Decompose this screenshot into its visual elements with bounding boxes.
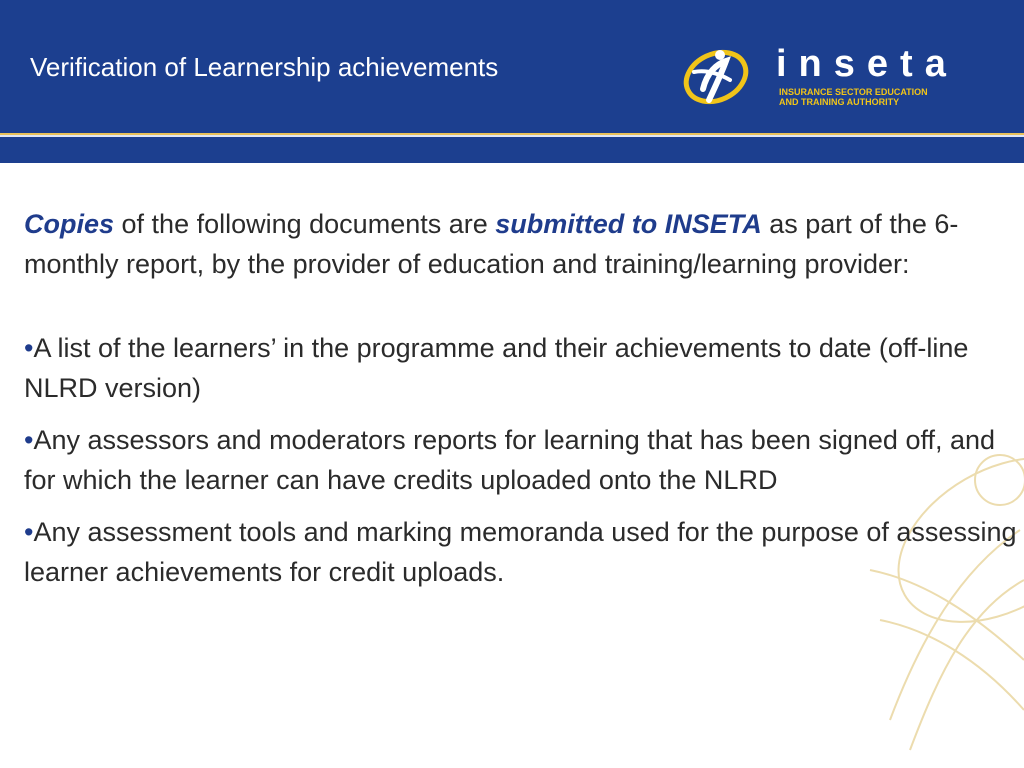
- intro-emphasis-copies: Copies: [24, 209, 115, 239]
- intro-text-1: of the following documents are: [114, 209, 496, 239]
- intro-paragraph: [24, 204, 1024, 284]
- bullet-icon: •: [24, 425, 34, 455]
- bullet-icon: •: [24, 517, 34, 547]
- list-item: [24, 512, 1024, 592]
- slide-body: [24, 204, 1024, 604]
- inseta-logo: [680, 42, 970, 112]
- logo-tagline-line-1: INSURANCE SECTOR EDUCATION: [779, 87, 928, 97]
- bullet-text: Any assessment tools and marking memoranda used for the purpose of assessing learner achievements for credit uploads.: [24, 517, 1017, 587]
- slide-title: Verification of Learnership achievements: [30, 52, 499, 82]
- logo-tagline-line-2: AND TRAINING AUTHORITY: [779, 97, 900, 107]
- bullet-list: [24, 328, 1024, 592]
- bullet-icon: •: [24, 333, 34, 363]
- intro-emphasis-submitted: submitted to INSETA: [495, 209, 762, 239]
- list-item: [24, 328, 1024, 408]
- list-item: [24, 420, 1024, 500]
- logo-wordmark: inseta: [776, 43, 958, 85]
- logo-tagline: [779, 87, 928, 107]
- intro-text-2: as part of the 6-monthly report, by the provider of education and training/learning provider:: [24, 209, 959, 279]
- header-divider-light: [0, 135, 1024, 137]
- bullet-text: A list of the learners’ in the programme and their achievements to date (off-line NLRD version): [24, 333, 969, 403]
- bullet-text: Any assessors and moderators reports for learning that has been signed off, and for which the learner can have credits uploaded onto the NLRD: [24, 425, 996, 495]
- inseta-emblem-icon: [680, 42, 752, 112]
